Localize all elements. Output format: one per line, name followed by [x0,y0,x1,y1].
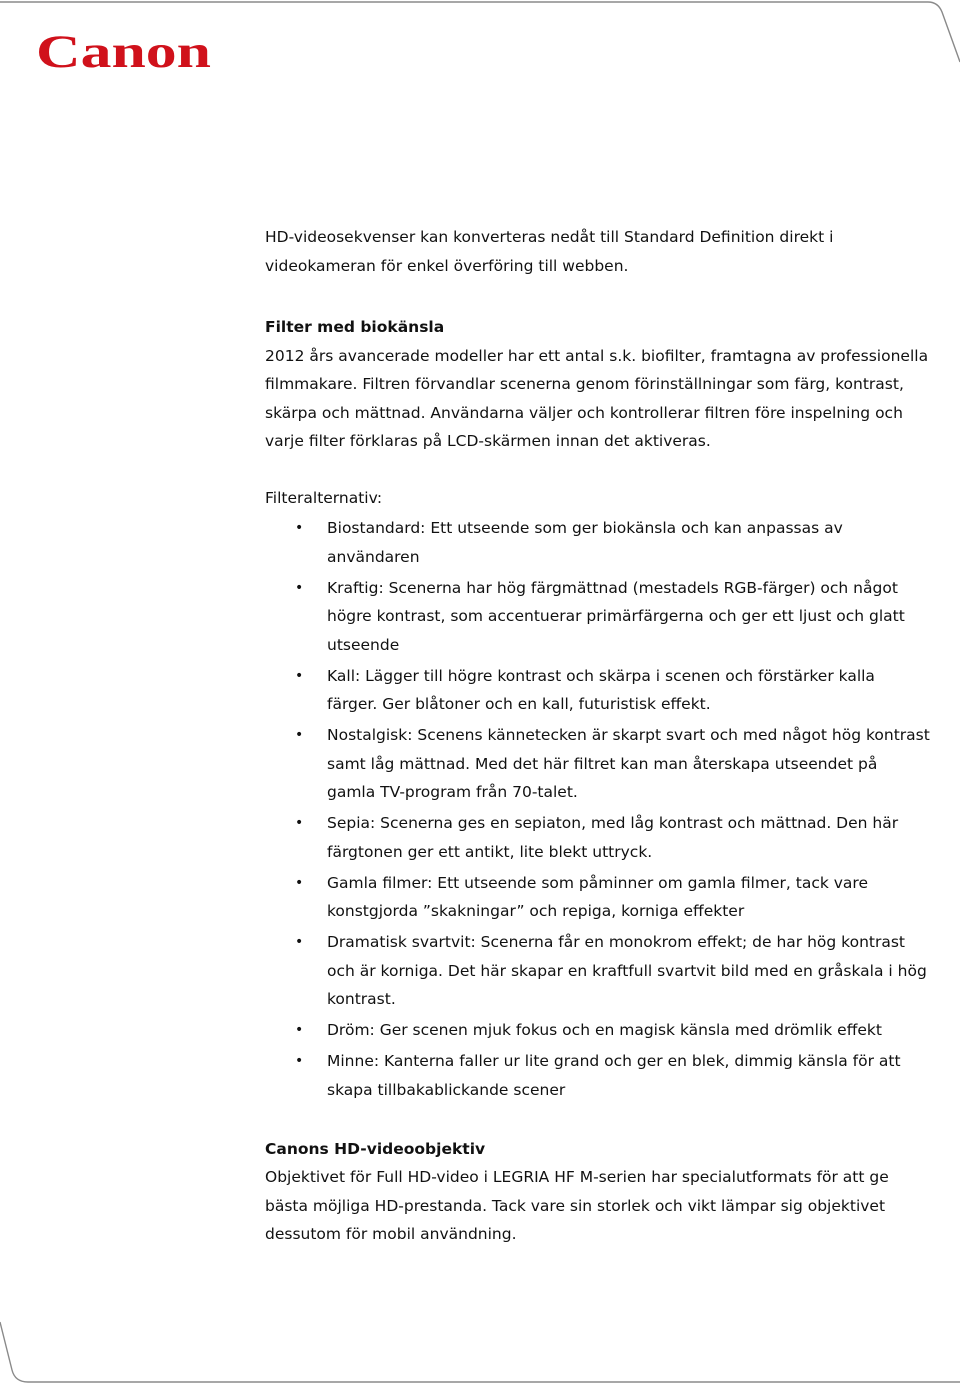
lens-heading: Canons HD-videoobjektiv [265,1139,486,1158]
bullet-icon: • [295,520,304,536]
filters-paragraph: 2012 års avancerade modeller har ett antal s.k. biofilter, framtagna av professionella filmmakare. Filtren förvandlar scenerna genom förinställningar som färg, kontrast, skärpa och mättnad. Användarna väljer och kontrollerar filtren före inspelning och varje filter förklaras på LCD-skärmen innan det aktiveras. [265,346,929,450]
list-item [265,869,930,926]
filters-heading: Filter med biokänsla [265,318,445,336]
filter-option-text: Kall: Lägger till högre kontrast och skärpa i scenen och förstärker kalla färger. Ger blåtoner och en kall, futuristisk effekt. [327,666,875,713]
filter-option-text: Gamla filmer: Ett utseende som påminner om gamla filmer, tack vare konstgjorda ”skakningar” och repiga, korniga effekter [327,873,869,920]
canon-logo-text: Canon [36,30,211,74]
intro-paragraph: HD-videosekvenser kan konverteras nedåt till Standard Definition direkt i videokameran för enkel överföring till webben. [265,228,834,275]
filter-option-text: Dröm: Ger scenen mjuk fokus och en magisk känsla med drömlik effekt [327,1021,882,1039]
bullet-icon: • [295,667,304,684]
lens-paragraph: Objektivet för Full HD-video i LEGRIA HF M-serien har specialutformats för att ge bästa möjliga HD-prestanda. Tack vare sin storlek och vikt lämpar sig objektivet dessutom för mobil användning. [265,1168,889,1243]
filter-option-text: Kraftig: Scenerna har hög färgmättnad (mestadels RGB-färger) och något högre kontrast, som accentuerar primärfärgerna och ger ett ljust och glatt utseende [327,578,905,654]
list-item [265,574,930,660]
filter-options-list [265,514,930,1104]
filter-option-text: Sepia: Scenerna ges en sepiaton, med låg kontrast och mättnad. Den här färgtonen ger ett antikt, lite blekt uttryck. [327,814,899,861]
bullet-icon: • [295,1053,304,1069]
document-body [265,223,930,1249]
filter-option-text: Dramatisk svartvit: Scenerna får en monokrom effekt; de har hög kontrast och är korniga. Det här skapar en kraftfull svartvit bild med en gråskala i hög kontrast. [327,933,927,1008]
bullet-icon: • [295,579,304,596]
list-item [265,721,930,807]
list-item [265,809,930,866]
canon-logo [36,30,211,74]
list-item [265,514,930,571]
list-item [265,662,930,719]
list-item [265,1016,930,1045]
bullet-icon: • [295,1022,304,1038]
filter-options-label: Filteralternativ: [265,488,383,507]
list-item [265,928,930,1014]
bullet-icon: • [295,727,304,743]
filter-option-text: Biostandard: Ett utseende som ger biokänsla och kan anpassas av användaren [327,519,843,566]
filter-option-text: Nostalgisk: Scenens kännetecken är skarpt svart och med något hög kontrast samt låg mättnad. Med det här filtret kan man återskapa utseendet på gamla TV-program från 70-talet. [327,726,930,801]
bullet-icon: • [295,934,304,950]
bullet-icon: • [295,874,304,891]
filter-option-text: Minne: Kanterna faller ur lite grand och ger en blek, dimmig känsla för att skapa tillbakablickande scener [327,1052,901,1099]
bullet-icon: • [295,815,304,831]
list-item [265,1047,930,1104]
